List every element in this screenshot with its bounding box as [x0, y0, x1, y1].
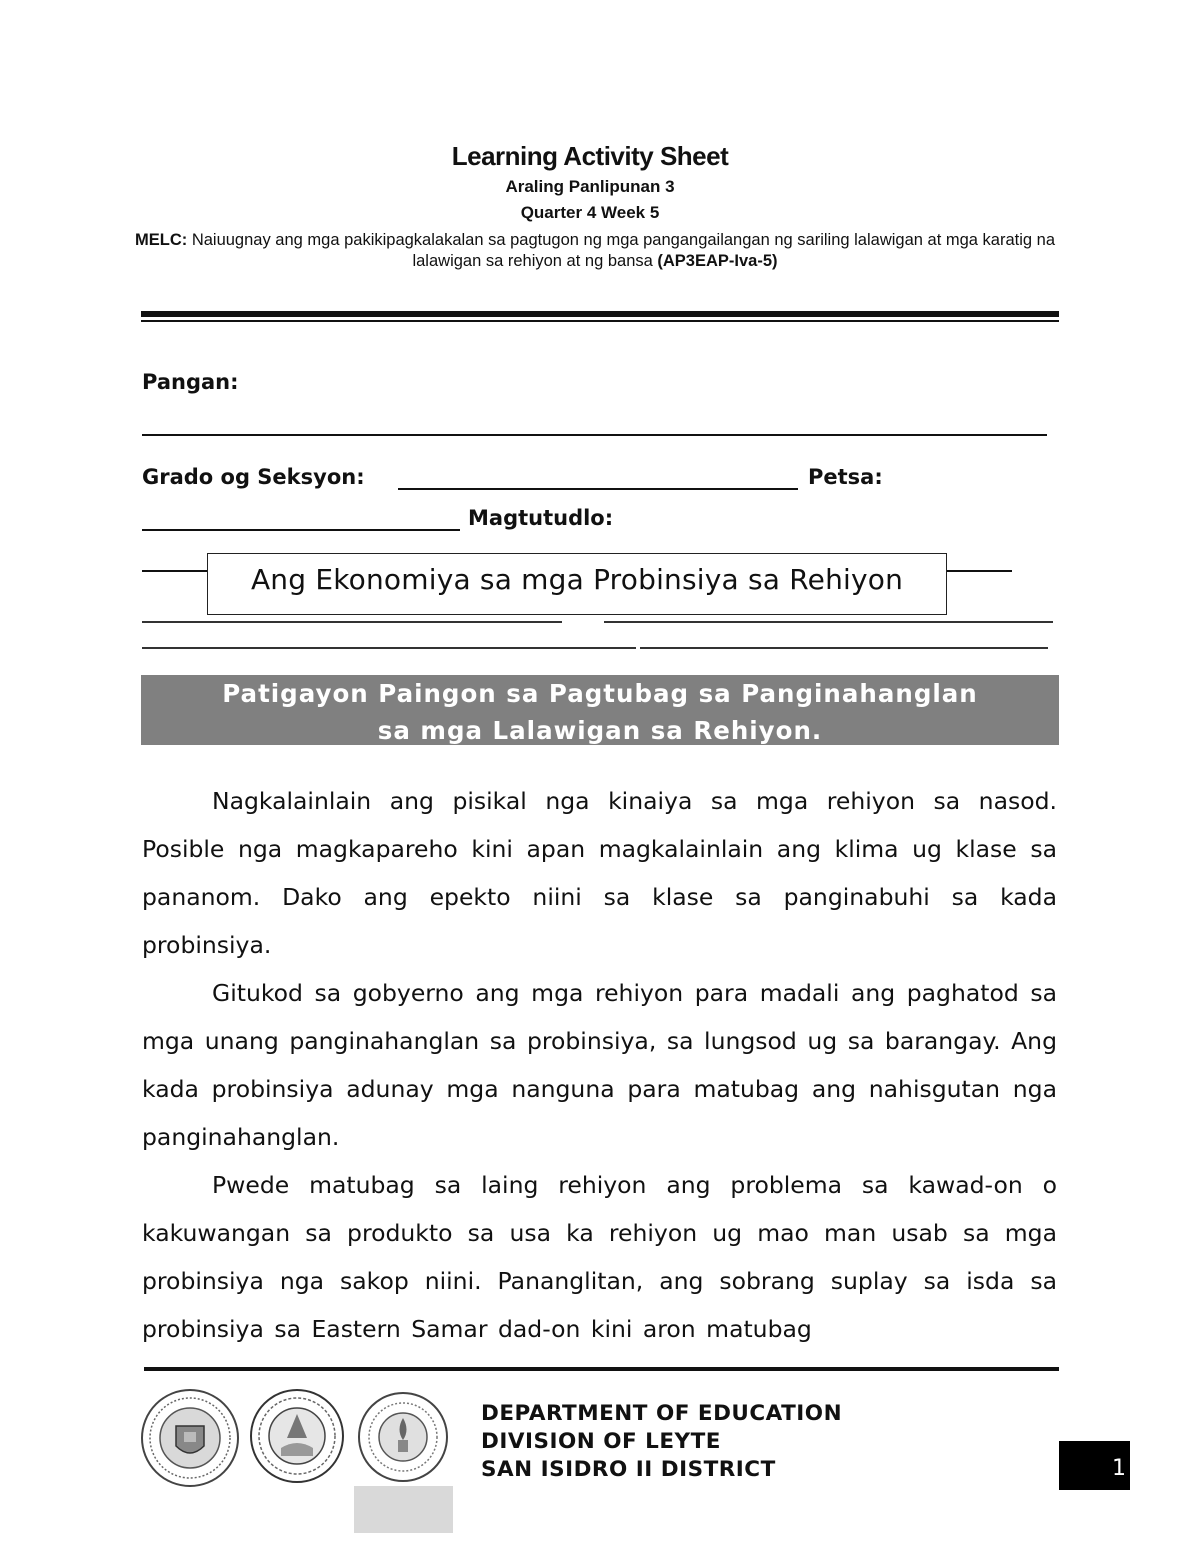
department-name: DEPARTMENT OF EDUCATION: [481, 1401, 843, 1426]
text-line: [142, 647, 636, 649]
text-line: [142, 621, 562, 623]
section-heading-line-2: sa mga Lalawigan sa Rehiyon.: [377, 716, 823, 745]
page-number-box: [1059, 1441, 1130, 1490]
page-number: 1: [1112, 1456, 1126, 1481]
header-divider-thin: [141, 320, 1059, 322]
text-line: [640, 647, 1048, 649]
topic-title-box: [207, 553, 947, 615]
subject-title: Araling Panlipunan 3: [505, 177, 675, 196]
division-name: DIVISION OF LEYTE: [481, 1429, 721, 1454]
teacher-label: Magtutudlo:: [468, 506, 614, 530]
division-of-leyte-seal-icon: [249, 1388, 345, 1484]
melc-statement: [130, 230, 1060, 272]
grade-section-field-line[interactable]: [398, 488, 798, 490]
name-label: Pangan:: [142, 370, 239, 394]
topic-title: Ang Ekonomiya sa mga Probinsiya sa Rehiyon: [250, 563, 904, 596]
header-divider: [141, 311, 1059, 317]
paragraph: Gitukod sa gobyerno ang mga rehiyon para madali ang paghatod sa mga unang panginahanglan sa probinsiya, sa lungsod ug sa barangay. Ang kada probinsiya adunay mga nanguna para matubag ang nahisgutan nga panginahanglan.: [142, 979, 1057, 1151]
melc-code: (AP3EAP-Iva-5): [657, 252, 778, 270]
section-heading-line-1: Patigayon Paingon sa Pagtubag sa Panginahanglan: [222, 679, 978, 708]
paragraph: Pwede matubag sa laing rehiyon ang problema sa kawad-on o kakuwangan sa produkto sa usa ka rehiyon ug mao man usab sa mga probinsiya nga sakop niini. Pananglitan, ang sobrang suplay sa isda sa probinsiya sa Eastern Samar dad-on kini aron matubag: [142, 1171, 1057, 1343]
footer-office: [481, 1400, 842, 1484]
district-logo-frame: [354, 1388, 453, 1533]
paragraph: Nagkalainlain ang pisikal nga kinaiya sa mga rehiyon sa nasod. Posible nga magkapareho kini apan magkalainlain ang klima ug klase sa pananom. Dako ang epekto niini sa klase sa panginabuhi sa kada probinsiya.: [142, 787, 1057, 959]
lesson-body: [142, 777, 1057, 1353]
melc-text: Naiuugnay ang mga pakikipagkalakalan sa pagtugon ng mga pangangailangan ng sariling lalawigan at mga karatig na lalawigan sa rehiyon at ng bansa: [187, 231, 1056, 270]
name-field-line[interactable]: [142, 434, 1047, 436]
sheet-title: Learning Activity Sheet: [451, 141, 729, 171]
deped-seal-icon: [140, 1388, 240, 1488]
quarter-week: Quarter 4 Week 5: [520, 203, 660, 222]
san-isidro-district-seal-icon: [354, 1388, 453, 1486]
grade-section-label: Grado og Seksyon:: [142, 465, 365, 489]
date-field-line[interactable]: [142, 529, 460, 531]
district-name: SAN ISIDRO II DISTRICT: [481, 1457, 776, 1482]
section-heading: [141, 675, 1059, 745]
melc-label: MELC:: [134, 231, 188, 249]
date-label: Petsa:: [808, 465, 883, 489]
text-line: [604, 621, 1053, 623]
footer-divider: [144, 1367, 1059, 1371]
